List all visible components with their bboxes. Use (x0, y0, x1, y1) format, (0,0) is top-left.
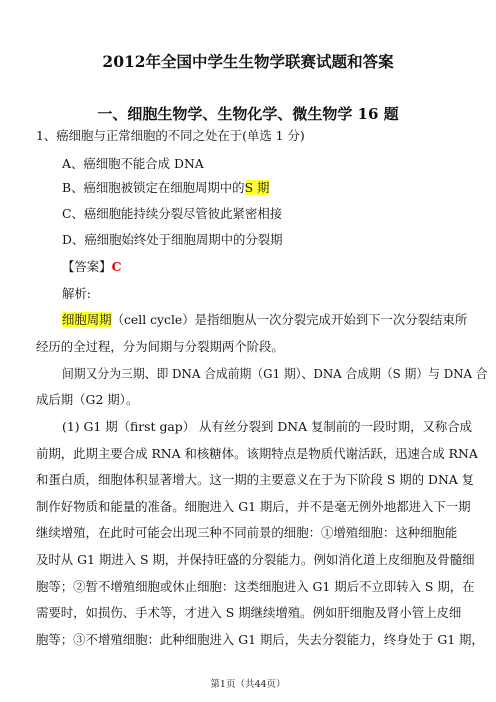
answer-label: 【答案】 (62, 259, 112, 274)
document-title: 2012年全国中学生生物学联赛试题和答案 (102, 52, 394, 71)
question-stem: 1、癌细胞与正常细胞的不同之处在于(单选 1 分) (36, 128, 305, 143)
option-b-highlight: S 期 (244, 180, 270, 195)
analysis-highlight-term: 细胞周期 (62, 312, 112, 327)
analysis-line: 和蛋白质，细胞体积显著增大。这一期的主要意义在于为下阶段 S 期的 DNA 复 (36, 472, 475, 487)
analysis-line: 胞等；②暂不增殖细胞或休止细胞：这类细胞进入 G1 期后不立即转入 S 期，在 (36, 579, 475, 594)
analysis-line: 成后期（G2 期）。 (36, 392, 139, 407)
analysis-line: 及时从 G1 期进入 S 期，并保持旺盛的分裂能力。例如消化道上皮细胞及骨髓细 (36, 552, 475, 567)
option-b (62, 180, 269, 196)
analysis-line: 需要时，如损伤、手术等，才进入 S 期继续增殖。例如肝细胞及肾小管上皮细 (36, 605, 462, 620)
page-footer: 第1页（共44页） (210, 679, 286, 690)
analysis-line: 制作好物质和能量的准备。细胞进入 G1 期后，并不是毫无例外地都进入下一期 (36, 499, 471, 514)
analysis-line: 继续增殖，在此时可能会出现三种不同前景的细胞：①增殖细胞：这种细胞能 (36, 525, 458, 540)
answer-line (62, 259, 121, 275)
analysis-line: 经历的全过程，分为间期与分裂期两个阶段。 (36, 339, 284, 354)
option-c: C、癌细胞能持续分裂尽管彼此紧密相接 (62, 206, 283, 221)
option-d: D、癌细胞始终处于细胞周期中的分裂期 (62, 232, 283, 247)
answer-letter: C (111, 259, 122, 274)
option-b-text: B、癌细胞被锁定在细胞周期中的 (62, 180, 245, 195)
section-title: 一、细胞生物学、生物化学、微生物学 16 题 (97, 105, 399, 123)
analysis-line: 前期，此期主要合成 RNA 和核糖体。该期特点是物质代谢活跃，迅速合成 RNA (36, 446, 478, 461)
analysis-line: (1) G1 期（first gap） 从有丝分裂到 DNA 复制前的一段时期，又称合成 (62, 419, 473, 434)
analysis-line (62, 312, 467, 328)
analysis-label: 解析: (62, 286, 91, 301)
analysis-line: 胞等；③不增殖细胞：此种细胞进入 G1 期后，失去分裂能力，终身处于 G1 期， (36, 632, 484, 647)
option-a: A、癌细胞不能合成 DNA (62, 156, 204, 171)
analysis-line: 间期又分为三期、即 DNA 合成前期（G1 期）、DNA 合成期（S 期）与 DNA 合 (62, 366, 488, 381)
analysis-text: （cell cycle）是指细胞从一次分裂完成开始到下一次分裂结束所 (111, 312, 468, 327)
